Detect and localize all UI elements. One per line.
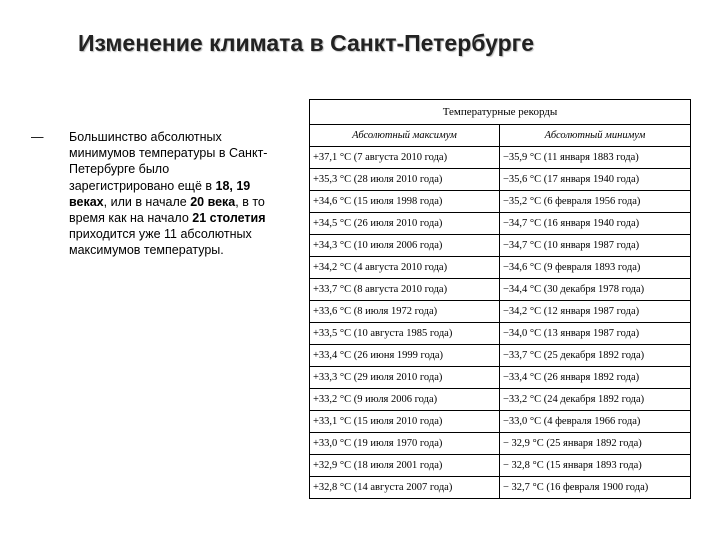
min-record-cell: −34,0 °C (13 января 1987 года): [500, 323, 691, 345]
table-row: [310, 345, 691, 367]
max-record-cell: +33,3 °C (29 июля 2010 года): [310, 367, 500, 389]
min-record-cell: −35,6 °C (17 января 1940 года): [500, 169, 691, 191]
table-row: [310, 433, 691, 455]
table-row: [310, 169, 691, 191]
emphasis-text: 18, 19 веках: [69, 178, 251, 209]
table-row: [310, 389, 691, 411]
min-record-cell: −33,0 °C (4 февраля 1966 года): [500, 411, 691, 433]
max-record-cell: +35,3 °C (28 июля 2010 года): [310, 169, 500, 191]
min-record-cell: −33,2 °C (24 декабря 1892 года): [500, 389, 691, 411]
header-max: Абсолютный максимум: [310, 125, 500, 147]
min-record-cell: −35,2 °C (6 февраля 1956 года): [500, 191, 691, 213]
max-record-cell: +33,0 °C (19 июля 1970 года): [310, 433, 500, 455]
table-row: [310, 279, 691, 301]
emphasis-text: 21 столетия: [192, 211, 266, 226]
min-record-cell: −35,9 °C (11 января 1883 года): [500, 147, 691, 169]
max-record-cell: +33,2 °C (9 июля 2006 года): [310, 389, 500, 411]
bullet-text-run: , или в начале: [103, 194, 191, 209]
max-record-cell: +34,3 °C (10 июля 2006 года): [310, 235, 500, 257]
max-record-cell: +33,1 °C (15 июля 2010 года): [310, 411, 500, 433]
max-record-cell: +34,5 °C (26 июля 2010 года): [310, 213, 500, 235]
table-row: [310, 455, 691, 477]
table-caption: Температурные рекорды: [310, 100, 691, 125]
header-min: Абсолютный минимум: [500, 125, 691, 147]
bullet-text-run: Большинство абсолютных минимумов температуры в Санкт-Петербурге было зарегистрировано ещё в: [69, 130, 268, 193]
table-row: [310, 213, 691, 235]
min-record-cell: −34,2 °C (12 января 1987 года): [500, 301, 691, 323]
max-record-cell: +33,6 °C (8 июля 1972 года): [310, 301, 500, 323]
max-record-cell: +32,9 °C (18 июля 2001 года): [310, 455, 500, 477]
max-record-cell: +33,4 °C (26 июня 1999 года): [310, 345, 500, 367]
min-record-cell: −33,4 °C (26 января 1892 года): [500, 367, 691, 389]
min-record-cell: −34,7 °C (10 января 1987 года): [500, 235, 691, 257]
bullet-dash: —: [31, 130, 44, 144]
max-record-cell: +33,7 °C (8 августа 2010 года): [310, 279, 500, 301]
min-record-cell: − 32,9 °C (25 января 1892 года): [500, 433, 691, 455]
table-row: [310, 367, 691, 389]
table-row: [310, 257, 691, 279]
table-row: [310, 235, 691, 257]
min-record-cell: − 32,8 °C (15 января 1893 года): [500, 455, 691, 477]
max-record-cell: +33,5 °C (10 августа 1985 года): [310, 323, 500, 345]
min-record-cell: −33,7 °C (25 декабря 1892 года): [500, 345, 691, 367]
temperature-records-table: [309, 99, 691, 499]
table-row: [310, 323, 691, 345]
table-body: [310, 147, 691, 499]
max-record-cell: +32,8 °C (14 августа 2007 года): [310, 477, 500, 499]
min-record-cell: −34,7 °C (16 января 1940 года): [500, 213, 691, 235]
table-row: [310, 147, 691, 169]
table-row: [310, 411, 691, 433]
table-row: [310, 301, 691, 323]
bullet-paragraph: [31, 129, 271, 259]
slide-title: Изменение климата в Санкт-Петербурге: [78, 30, 535, 56]
min-record-cell: −34,6 °C (9 февраля 1893 года): [500, 257, 691, 279]
bullet-text-run: , в то время как на начало: [69, 194, 265, 226]
emphasis-text: 20 века: [190, 194, 236, 209]
min-record-cell: −34,4 °C (30 декабря 1978 года): [500, 279, 691, 301]
max-record-cell: +34,2 °C (4 августа 2010 года): [310, 257, 500, 279]
bullet-body: [69, 129, 271, 259]
max-record-cell: +37,1 °C (7 августа 2010 года): [310, 147, 500, 169]
min-record-cell: − 32,7 °C (16 февраля 1900 года): [500, 477, 691, 499]
table-row: [310, 191, 691, 213]
table-row: [310, 477, 691, 499]
bullet-text-run: приходится уже 11 абсолютных максимумов температуры.: [69, 227, 252, 258]
max-record-cell: +34,6 °C (15 июля 1998 года): [310, 191, 500, 213]
